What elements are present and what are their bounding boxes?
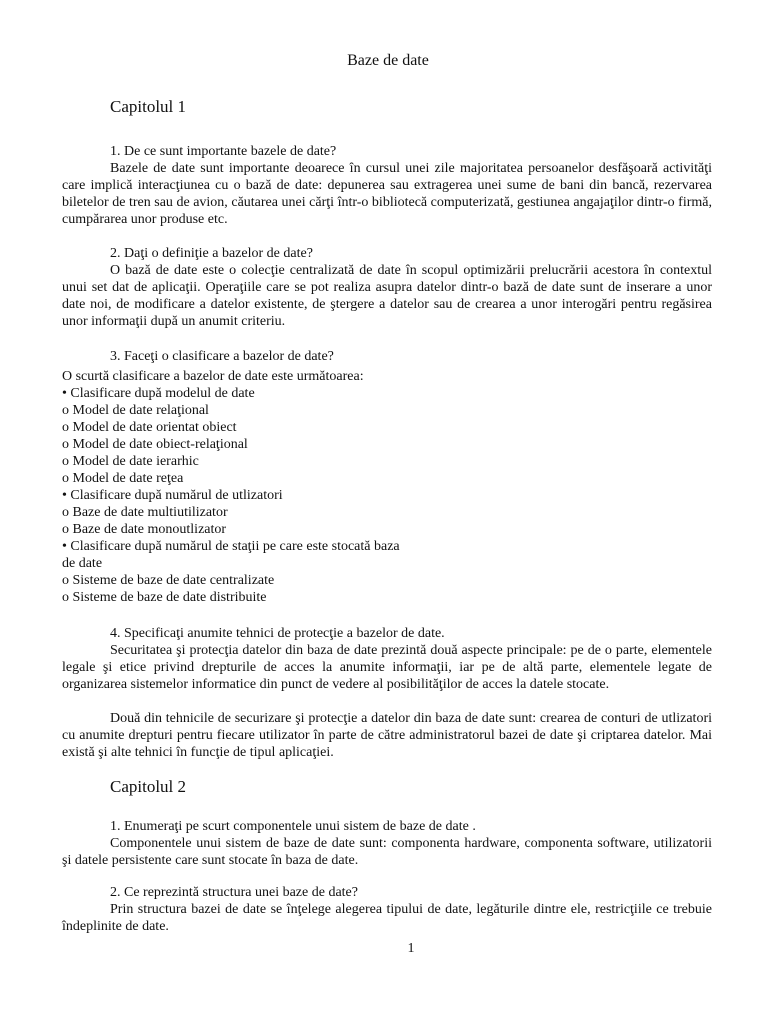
list-item: o Sisteme de baze de date distribuite xyxy=(62,590,267,605)
list-item: o Model de date relaţional xyxy=(62,403,209,418)
answer-1-2: O bază de date este o colecţie centralizată de date în scopul optimizării prelucrării acestora în contextul unui set dat de aplicaţii. Operaţiile care se pot realiza asupra datelor dintr-o bază de date sunt de inserare a unor date noi, de modificare a datelor existente, de ştergere a datelor sau de crearea a unor interogări pentru regăsirea unor informaţii după un anumit criteriu. xyxy=(62,263,712,329)
list-item: • Clasificare după numărul de utlizatori xyxy=(62,488,283,503)
chapter-1-heading: Capitolul 1 xyxy=(110,97,187,116)
list-item: O scurtă clasificare a bazelor de date este următoarea: xyxy=(62,369,364,384)
answer-1-4-paragraph-2: Două din tehnicile de securizare şi protecţie a datelor din baza de date sunt: crearea de conturi de utlizatori cu anumite drepturi pentru fiecare utilizator în parte de către administratorul bazei de date şi criptarea datelor. Mai există şi alte tehnici în funcţie de tipul aplicaţiei. xyxy=(62,711,712,760)
list-item: o Baze de date monoutlizator xyxy=(62,522,227,537)
chapter-2-heading: Capitolul 2 xyxy=(110,777,187,796)
list-item: o Sisteme de baze de date centralizate xyxy=(62,573,275,588)
list-item: de date xyxy=(62,556,103,571)
question-1-1: 1. De ce sunt importante bazele de date? xyxy=(110,144,337,159)
list-item: o Model de date ierarhic xyxy=(62,454,199,469)
classification-list xyxy=(62,368,400,606)
question-1-3: 3. Faceţi o clasificare a bazelor de date? xyxy=(110,349,334,364)
question-1-4: 4. Specificaţi anumite tehnici de protecţie a bazelor de date. xyxy=(110,626,445,641)
question-2-2: 2. Ce reprezintă structura unei baze de date? xyxy=(110,885,358,900)
answer-2-2: Prin structura bazei de date se înţelege alegerea tipului de date, legăturile dintre ele, restricţiile ce trebuie îndeplinite de date. xyxy=(62,902,712,934)
list-item: • Clasificare după numărul de staţii pe care este stocată baza xyxy=(62,539,400,554)
page-number: 1 xyxy=(407,941,415,956)
document-title: Baze de date xyxy=(347,52,429,69)
question-2-1: 1. Enumeraţi pe scurt componentele unui sistem de baze de date . xyxy=(110,819,476,834)
list-item: o Model de date obiect-relaţional xyxy=(62,437,248,452)
answer-2-1: Componentele unui sistem de baze de date sunt: componenta hardware, componenta software, utilizatorii şi datele persistente care sunt stocate în baza de date. xyxy=(62,836,712,868)
list-item: • Clasificare după modelul de date xyxy=(62,386,255,401)
question-1-2: 2. Daţi o definiţie a bazelor de date? xyxy=(110,246,313,261)
list-item: o Model de date orientat obiect xyxy=(62,420,237,435)
list-item: o Model de date reţea xyxy=(62,471,184,486)
list-item: o Baze de date multiutilizator xyxy=(62,505,228,520)
answer-1-1: Bazele de date sunt importante deoarece în cursul unei zile majoritatea persoanelor desfăşoară activităţi care implică interacţiunea cu o bază de date: depunerea sau extragerea unei sume de bani din bancă, rezervarea biletelor de tren sau de avion, căutarea unei cărţi într-o bibliotecă computerizată, gestiunea angajaţilor dintr-o firmă, cumpărarea unor produse etc. xyxy=(62,161,712,227)
answer-1-4-paragraph-1: Securitatea şi protecţia datelor din baza de date prezintă două aspecte principale: pe de o parte, elementele legale şi etice privind drepturile de acces la anumite informaţii, iar pe de altă parte, elementele legate de organizarea sistemelor informatice din punct de vedere al posibilităţilor de acces la datele stocate. xyxy=(62,643,712,692)
